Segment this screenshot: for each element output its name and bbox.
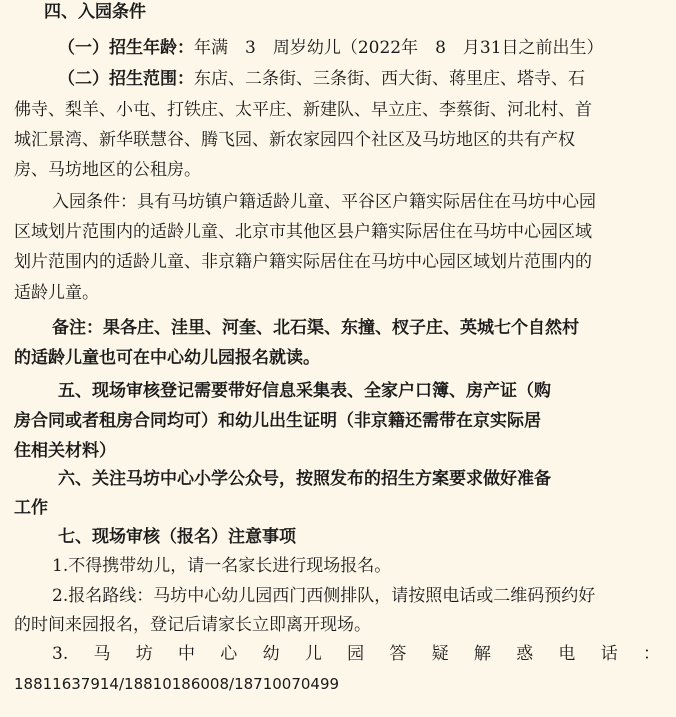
item3-char: 坊	[135, 644, 153, 664]
enrollment-range-text-1: 东店、二条街、三条街、西大街、蒋里庄、塔寺、石	[194, 69, 585, 89]
enrollment-range-label: （二）招生范围：	[58, 69, 194, 89]
section5-line-3: 住相关材料）	[14, 441, 116, 461]
phone-numbers: 18811637914/18810186008/18710070499	[14, 675, 340, 693]
item3-char: 3.	[52, 644, 69, 664]
note-line-2: 的适龄儿童也可在中心幼儿园报名就读。	[14, 348, 320, 368]
item3-char: 园	[347, 644, 365, 664]
section6-line-2: 工作	[14, 498, 48, 518]
enrollment-age	[58, 34, 666, 63]
notice-item-2-line-1: 2.报名路线：马坊中心幼儿园西门西侧排队，请按照电话或二维码预约好	[52, 586, 596, 606]
conditions-line-2: 区域划片范围内的适龄儿童、北京市其他区县户籍实际居住在马坊中心园区域	[14, 222, 592, 242]
conditions-line-3: 划片范围内的适龄儿童、非京籍户籍实际居住在马坊中心园区域划片范围内的	[14, 252, 592, 272]
notice-item-2-line-2: 的时间来园报名，登记后请家长立即离开现场。	[14, 615, 371, 635]
conditions-line-4: 适龄儿童。	[14, 283, 99, 303]
notice-item-3	[52, 640, 660, 669]
notice-item-1: 1.不得携带幼儿，请一名家长进行现场报名。	[52, 556, 392, 576]
item3-char: 马	[93, 644, 111, 664]
item3-char: 话	[600, 644, 618, 664]
item3-char: 心	[220, 644, 238, 664]
enrollment-range-line-2: 佛寺、梨羊、小屯、打铁庄、太平庄、新建队、早立庄、李蔡街、河北村、首	[14, 100, 592, 120]
enrollment-range-line-4: 房、马坊地区的公租房。	[14, 160, 201, 180]
item3-char: 幼	[262, 644, 280, 664]
item3-char: ：	[642, 644, 660, 664]
section7-heading: 七、现场审核（报名）注意事项	[58, 527, 296, 547]
item3-char: 疑	[431, 644, 449, 664]
item3-char: 中	[178, 644, 196, 664]
item3-char: 惑	[516, 644, 534, 664]
enrollment-range-line-3: 城汇景湾、新华联慧谷、腾飞园、新农家园四个社区及马坊地区的共有产权	[14, 130, 575, 150]
enrollment-age-text: 年满 3 周岁幼儿（2022年 8 月31日之前出生）	[194, 38, 604, 58]
section5-line-1: 五、现场审核登记需要带好信息采集表、全家户口簿、房产证（购	[58, 381, 551, 401]
item3-char: 电	[558, 644, 576, 664]
item3-char: 儿	[304, 644, 322, 664]
conditions-line-1: 入园条件：具有马坊镇户籍适龄儿童、平谷区户籍实际居住在马坊中心园	[52, 192, 596, 212]
section4-heading: 四、入园条件	[44, 2, 146, 22]
section6-line-1: 六、关注马坊中心小学公众号，按照发布的招生方案要求做好准备	[58, 469, 551, 489]
section5-line-2: 房合同或者租房合同均可）和幼儿出生证明（非京籍还需带在京实际居	[14, 411, 541, 431]
enrollment-age-label: （一）招生年龄：	[58, 38, 194, 58]
item3-char: 解	[473, 644, 491, 664]
item3-char: 答	[389, 644, 407, 664]
enrollment-range-line-1	[58, 65, 666, 94]
note-line-1: 备注：果各庄、洼里、河奎、北石渠、东撞、杈子庄、英城七个自然村	[52, 318, 579, 338]
